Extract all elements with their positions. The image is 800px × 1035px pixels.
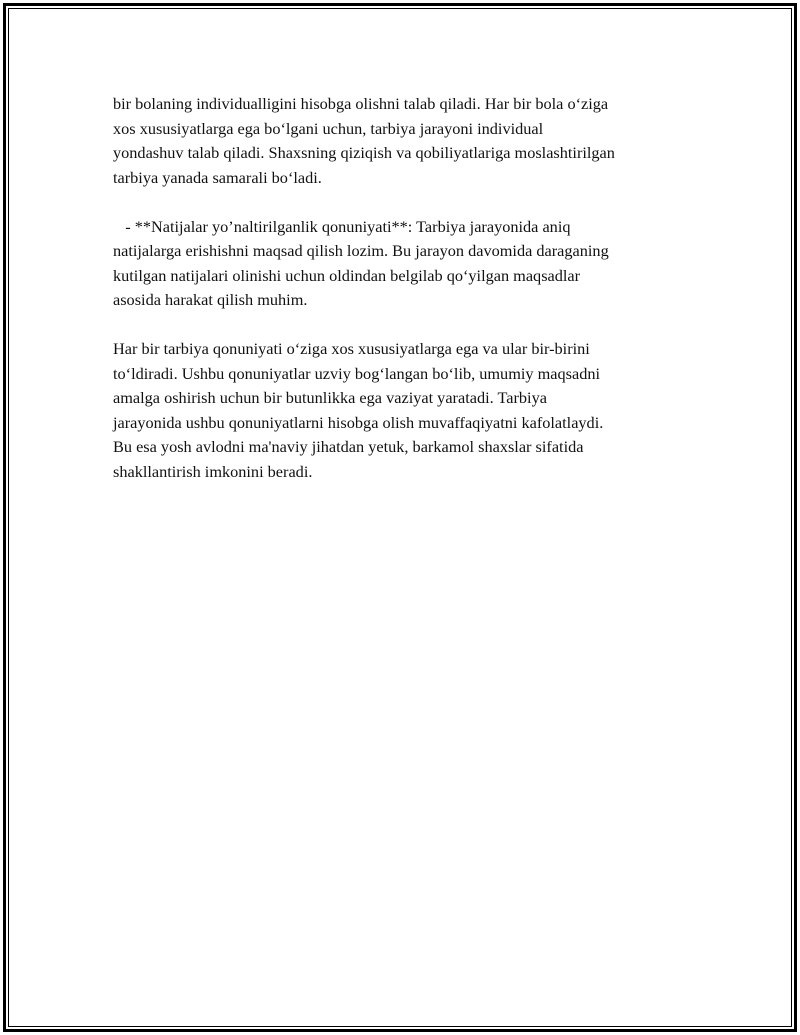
text-line: Bu esa yosh avlodni ma'naviy jihatdan yetuk, barkamol shaxslar sifatida (113, 437, 584, 456)
text-line: xos xususiyatlarga ega bo‘lgani uchun, tarbiya jarayoni individual (113, 118, 544, 138)
text-line: yondashuv talab qiladi. Shaxsning qiziqish va qobiliyatlariga moslashtirilgan (113, 143, 615, 162)
text-line: shakllantirish imkonini beradi. (113, 461, 313, 481)
document-body (113, 92, 688, 509)
text-line: bir bolaning individualligini hisobga olishni talab qiladi. Har bir bola o‘ziga (113, 94, 609, 113)
text-line: - **Natijalar yo’naltirilganlik qonuniyati**: Tarbiya jarayonida aniq (113, 216, 571, 236)
text-line: jarayonida ushbu qonuniyatlarni hisobga olish muvaffaqiyatni kafolatlaydi. (113, 412, 604, 432)
text-line: kutilgan natijalari olinishi uchun oldindan belgilab qo‘yilgan maqsadlar (113, 265, 581, 285)
paragraph-results-oriented (113, 215, 688, 313)
text-line: to‘ldiradi. Ushbu qonuniyatlar uzviy bog‘langan bo‘lib, umumiy maqsadni (113, 363, 600, 383)
paragraph-conclusion (113, 337, 688, 484)
text-line: tarbiya yanada samarali bo‘ladi. (113, 167, 322, 187)
paragraph-individual-approach (113, 92, 688, 190)
text-line: Har bir tarbiya qonuniyati o‘ziga xos xususiyatlarga ega va ular bir-birini (113, 339, 590, 358)
text-line: amalga oshirish uchun bir butunlikka ega vaziyat yaratadi. Tarbiya (113, 388, 547, 407)
text-line: asosida harakat qilish muhim. (113, 290, 308, 309)
text-line: natijalarga erishishni maqsad qilish lozim. Bu jarayon davomida daraganing (113, 241, 609, 260)
